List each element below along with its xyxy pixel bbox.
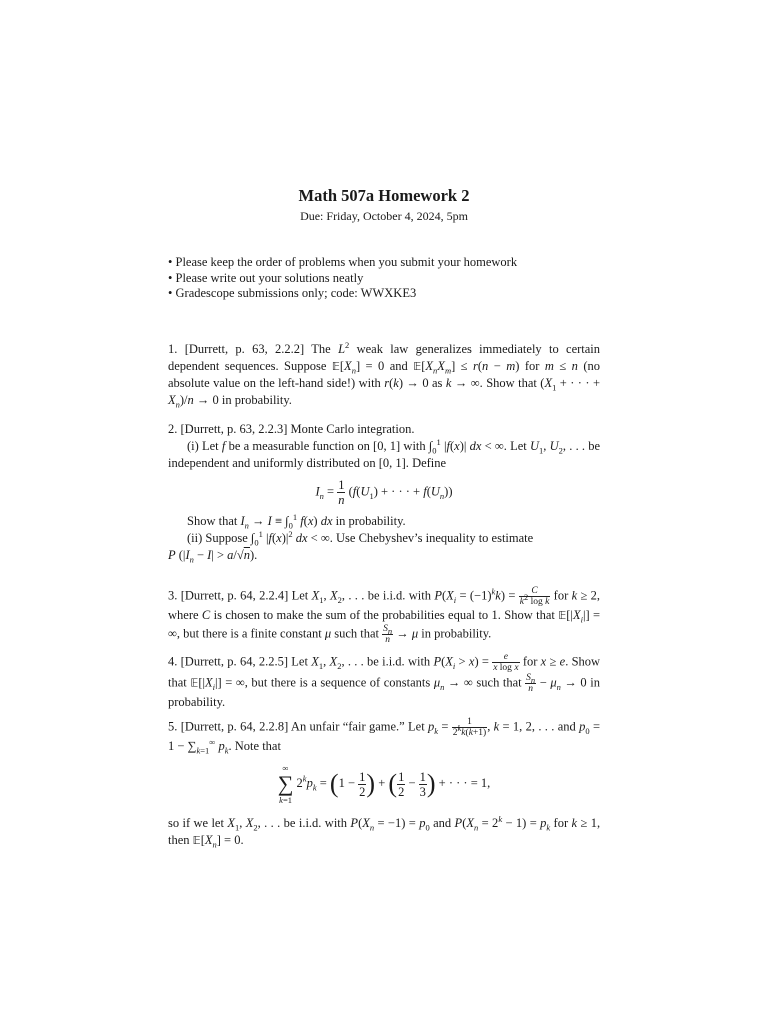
problem-text: with: [403, 439, 426, 453]
problem-text: Let: [510, 439, 527, 453]
display-equation: $I_n$ = $\frac{1}{n}$ ($f(U_1)$ + · · · + $f(U_n)$): [315, 478, 453, 507]
problem-text: be i.i.d. with: [367, 588, 431, 603]
problem-ref: 2. [Durrett, p. 63, 2.2.3]: [168, 422, 288, 436]
instruction-item: • Please write out your solutions neatly: [168, 270, 364, 285]
problem-text: be i.i.d. with: [283, 816, 348, 831]
problem-text: be a measurable function on: [228, 439, 370, 453]
problem-1: 1. [Durrett, p. 63, 2.2.2] The $L^2$ weak law generalizes immediately to certain dependent sequences. Suppose $𝔼[X_n] = 0$ and $𝔼[X_nX_m] \le r(n - m)$ for m ≤ n (no absolute value on the left-hand side!) with r(k) → 0 as k → ∞. Show that ($X_1$ + · · · + $X_n)/n \to 0$ in probability.: [168, 339, 601, 410]
problem-text: Show that: [486, 376, 537, 390]
display-equation: ∞ ∑ k=1 $2^kp_k = (1$ − $\frac{1}{2}$ ) + ( $\frac{1}{2}$ − $\frac{1}{3}$ ) + · · · = 1,: [277, 763, 491, 806]
problem-text: in probability.: [335, 514, 406, 528]
problem-3: 3. [Durrett, p. 64, 2.2.4] Let $X_1$, $X_2$, . . . be i.i.d. with $P(X_i = (-1)^kk)$ = $\frac{C}{k^2 \log k}$ for k ≥ 2, where C is chosen to make the sum of the probabilities equal to 1. Show that $𝔼[|X_i|]$ = ∞, but there is a finite constant μ such that $\frac{S_n}{n}$ → μ in probability.: [168, 586, 601, 646]
problem-text: for: [553, 588, 569, 603]
problem-text: The: [311, 342, 331, 356]
problem-text: in probability.: [221, 393, 292, 407]
problem-ref: 5. [Durrett, p. 64, 2.2.8]: [168, 719, 289, 734]
problem-text: but there is a finite constant: [183, 626, 322, 641]
problem-2: 2. [Durrett, p. 63, 2.2.3] Monte Carlo integration. (i) Let f be a measurable function on [0, 1] with $\int_0^1$ |f(x)| dx < ∞. Let $U_1$, $U_2$, . . . be independent and uniformly distributed on [0, 1]. Define $I_n$ = $\frac{1}{n}$ ($f(U_1)$ + · · · + $f(U_n)$) Show that $I_n \to I \equiv \int_0^1$ f(x) dx in probability. (ii) Suppose $\int_0^1$ $|f(x)|^2$ dx < ∞. Use Chebyshev’s inequality to estimate P $(|I_n - I| > a/√n)$.: [168, 422, 601, 565]
problem-text: for: [522, 654, 538, 669]
problem-text: Define: [412, 456, 447, 470]
instruction-item: • Please keep the order of problems when you submit your homework: [168, 255, 518, 269]
problem-text: but there is a sequence of constants: [251, 675, 431, 690]
instructions-list: [168, 255, 517, 302]
problem-text: Show that: [168, 654, 601, 690]
problem-text: be i.i.d. with: [367, 654, 431, 669]
problem-text: Let: [291, 588, 309, 603]
problem-heading: Monte Carlo integration.: [290, 422, 415, 436]
problem-text: (ii) Suppose: [187, 531, 248, 545]
problem-text: then: [168, 833, 190, 848]
problem-text: (no absolute value on the left-hand side!) with: [168, 359, 600, 390]
problem-text: weak law generalizes immediately to certain dependent sequences. Suppose: [168, 342, 601, 373]
problem-text: in probability.: [168, 675, 600, 709]
page-title: Math 507a Homework 2: [298, 186, 470, 205]
problem-ref: 4. [Durrett, p. 64, 2.2.5]: [168, 654, 289, 669]
due-date: Due: Friday, October 4, 2024, 5pm: [300, 209, 468, 223]
problem-text: Show that: [187, 514, 238, 528]
problem-ref: 3. [Durrett, p. 64, 2.2.4]: [168, 588, 289, 603]
problem-text: is chosen to make the sum of the probabilities equal to 1. Show that: [213, 608, 555, 623]
problem-text: so if we let: [168, 816, 224, 831]
problem-text: and: [433, 816, 452, 831]
problem-text: (i) Let: [187, 439, 219, 453]
problem-text: An unfair “fair game.” Let: [290, 719, 425, 734]
problem-ref: 1. [Durrett, p. 63, 2.2.2]: [168, 342, 305, 356]
problem-text: be independent and uniformly distributed on: [168, 439, 601, 470]
problem-text: Let: [291, 654, 308, 669]
problem-text: for: [553, 816, 569, 831]
problem-text: and: [557, 719, 576, 734]
problem-text: where: [168, 608, 199, 623]
problem-text: such that: [334, 626, 380, 641]
problem-text: in probability.: [421, 626, 492, 641]
problem-5: 5. [Durrett, p. 64, 2.2.8] An unfair “fair game.” Let $p_k$ = $\frac{1}{2^kk(k+1)}$ , k = 1, 2, . . . and $p_0 = 1 - \sum_{k=1}^\infty$ $p_k$. Note that ∞ ∑ k=1 $2^kp_k = (1$ − $\frac{1}{2}$ ) + ( $\frac{1}{2}$ − $\frac{1}{3}$ ) + · · · = 1, so if we let $X_1$, $X_2$, . . . be i.i.d. with $P(X_n = -1) = p_0$ and $P(X_n = 2^k - 1) = p_k$ for k ≥ 1, then $𝔼[X_n] = 0$.: [168, 717, 601, 850]
instruction-item: • Gradescope submissions only; code: WWXKE3: [168, 286, 417, 300]
problem-4: 4. [Durrett, p. 64, 2.2.5] Let $X_1$, $X_2$, . . . be i.i.d. with $P(X_i > x)$ = $\frac{e}{\text{x log x}}$ for x ≥ e. Show that $𝔼[|X_i|]$ = ∞, but there is a sequence of constants $\mu_n$ → ∞ such that $\frac{S_n}{n}$ − $\mu_n \to 0$ in probability.: [168, 652, 601, 709]
problem-text: Use Chebyshev’s inequality to estimate: [336, 531, 534, 545]
problem-text: Note that: [234, 739, 281, 754]
problem-text: such that: [476, 675, 522, 690]
